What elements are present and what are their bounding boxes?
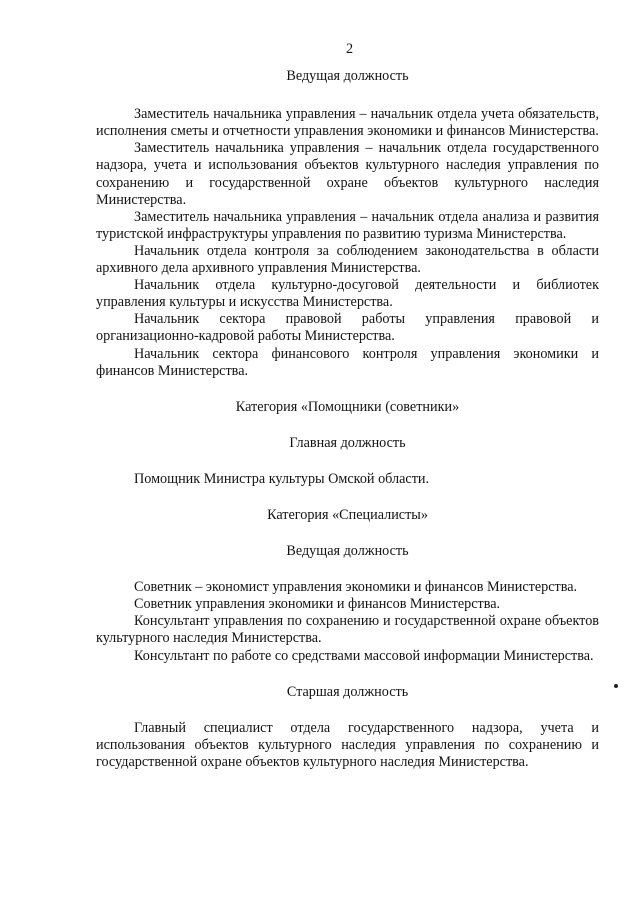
document-page (96, 41, 599, 771)
section-heading-main: Главная должность (289, 434, 406, 451)
position-paragraph: Заместитель начальника управления – начальник отдела учета обязательств, исполнения сметы и отчетности управления экономики и финансов Министерства. (96, 106, 599, 140)
position-paragraph: Главный специалист отдела государственного надзора, учета и использования объектов культурного наследия управления по сохранению и государственной охране объектов культурного наследия Министерства. (96, 719, 599, 770)
position-paragraph: Заместитель начальника управления – начальник отдела государственного надзора, учета и использования объектов культурного наследия управления по сохранению и государственной охране объектов культурного наследия Министерства. (96, 140, 599, 208)
section-heading-leading: Ведущая должность (286, 68, 409, 85)
position-paragraph: Консультант по работе со средствами массовой информации Министерства. (134, 647, 594, 664)
position-paragraph: Заместитель начальника управления – начальник отдела анализа и развития туристской инфраструктуры управления по развитию туризма Министерства. (96, 208, 599, 242)
page-number: 2 (345, 41, 354, 57)
position-paragraph: Начальник сектора финансового контроля управления экономики и финансов Министерства. (96, 345, 599, 379)
section-heading-leading: Ведущая должность (286, 543, 409, 560)
position-paragraph: Советник – экономист управления экономики и финансов Министерства. (134, 579, 578, 596)
position-paragraph: Начальник отдела контроля за соблюдением законодательства в области архивного дела архивного управления Министерства. (96, 242, 599, 277)
category-heading-specialists: Категория «Специалисты» (267, 506, 428, 523)
position-paragraph: Помощник Министра культуры Омской области. (134, 470, 430, 487)
position-paragraph: Консультант управления по сохранению и государственной охране объектов культурного наследия Министерства. (96, 613, 599, 647)
scan-speck (614, 684, 618, 688)
section-heading-senior: Старшая должность (286, 683, 409, 700)
position-paragraph: Начальник сектора правовой работы управления правовой и организационно-кадровой работы Министерства. (96, 311, 599, 345)
category-heading-assistants: Категория «Помощники (советники» (235, 398, 460, 415)
position-paragraph: Начальник отдела культурно-досуговой деятельности и библиотек управления культуры и искусства Министерства. (96, 277, 599, 311)
position-paragraph: Советник управления экономики и финансов Министерства. (134, 596, 501, 613)
